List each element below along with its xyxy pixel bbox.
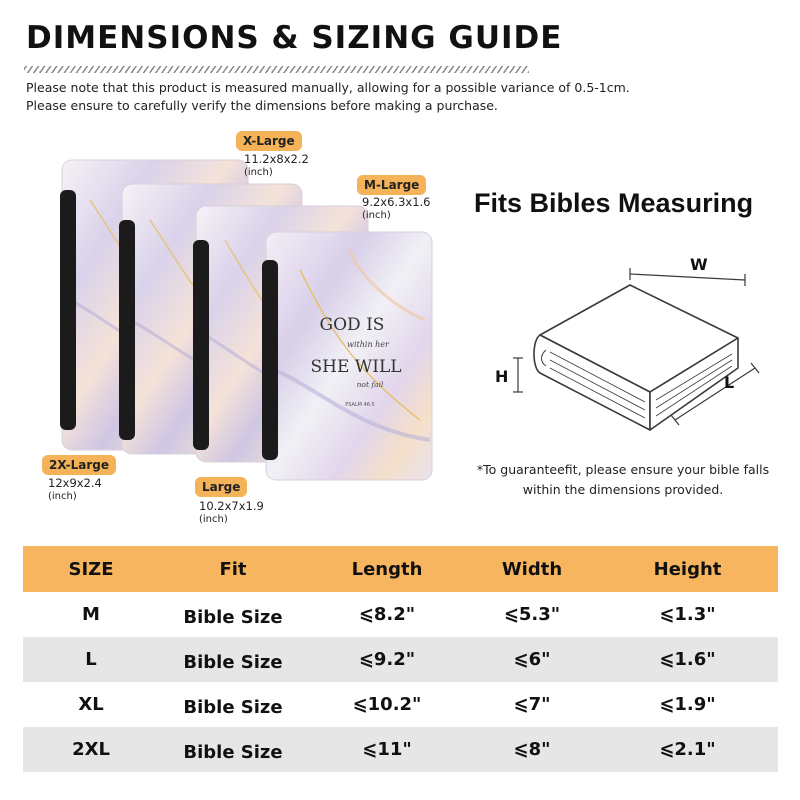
cell-length: ⩽11" — [307, 727, 467, 772]
dims-mlarge: 9.2x6.3x1.6 (inch) — [362, 195, 431, 221]
handle-large — [193, 240, 209, 450]
table-row — [23, 637, 778, 682]
handle-m — [262, 260, 278, 460]
size-pill-large: Large — [195, 477, 247, 497]
measurement-note: Please note that this product is measured manually, allowing for a possible variance of 0.5-1cm. — [26, 80, 630, 95]
header-size: SIZE — [23, 546, 159, 592]
cover-text-5: PSALM 46:5 — [345, 402, 375, 408]
header-fit: Fit — [159, 546, 307, 592]
length-label: L — [724, 373, 735, 392]
cell-size: XL — [78, 694, 104, 715]
cell-length: ⩽10.2" — [352, 694, 422, 715]
height-label: H — [495, 367, 509, 386]
cell-fit: Bible Size — [183, 697, 283, 718]
size-pill-xlarge: X-Large — [236, 131, 302, 151]
cell-height: ⩽1.9" — [659, 694, 716, 715]
cell-size: L — [23, 637, 159, 682]
cell-height: ⩽1.6" — [597, 637, 778, 682]
handle-xl — [119, 220, 135, 440]
dims-2xlarge: 12x9x2.4 (inch) — [48, 476, 102, 502]
cover-text-1: GOD IS — [319, 315, 385, 335]
cell-width: ⩽5.3" — [503, 604, 561, 625]
header-width: Width — [467, 546, 597, 592]
cover-text-4: not fail — [356, 380, 384, 389]
book-outline-image — [480, 240, 780, 440]
cell-length: ⩽9.2" — [307, 637, 467, 682]
cover-text-3: SHE WILL — [310, 357, 402, 377]
cover-m — [262, 232, 432, 480]
page-title: DIMENSIONS & SIZING GUIDE — [26, 20, 563, 56]
cell-length: ⩽8.2" — [358, 604, 416, 625]
handle-2xl — [60, 190, 76, 430]
cell-size: 2XL — [23, 727, 159, 772]
cell-height: ⩽1.3" — [659, 604, 716, 625]
table-row — [23, 682, 778, 727]
cell-width: ⩽6" — [467, 637, 597, 682]
table-row — [23, 592, 778, 637]
width-label: W — [690, 255, 708, 274]
cell-fit: Bible Size — [159, 727, 307, 772]
cell-height: ⩽2.1" — [597, 727, 778, 772]
title-underline-hatch — [24, 66, 529, 73]
book-dimension-diagram — [480, 240, 780, 440]
table-row — [23, 727, 778, 772]
size-pill-2xlarge: 2X-Large — [42, 455, 116, 475]
cell-fit: Bible Size — [183, 607, 283, 628]
cell-width: ⩽7" — [513, 694, 551, 715]
dims-xlarge: 11.2x8x2.2 (inch) — [244, 152, 309, 178]
fits-bibles-title: Fits Bibles Measuring — [474, 188, 754, 218]
cell-width: ⩽8" — [467, 727, 597, 772]
table-header-row — [23, 546, 778, 592]
cell-size: M — [82, 604, 100, 625]
cell-fit: Bible Size — [159, 637, 307, 682]
fit-guarantee-note: *To guaranteefit, please ensure your bible falls within the dimensions provided. — [476, 462, 770, 497]
verify-note: Please ensure to carefully verify the dimensions before making a purchase. — [26, 98, 498, 113]
dims-large: 10.2x7x1.9 (inch) — [199, 499, 264, 525]
size-pill-mlarge: M-Large — [357, 175, 426, 195]
bible-covers-illustration — [0, 120, 460, 540]
header-length: Length — [307, 546, 467, 592]
header-height: Height — [597, 546, 778, 592]
size-table — [23, 546, 778, 772]
cover-text-2: within her — [347, 340, 389, 349]
